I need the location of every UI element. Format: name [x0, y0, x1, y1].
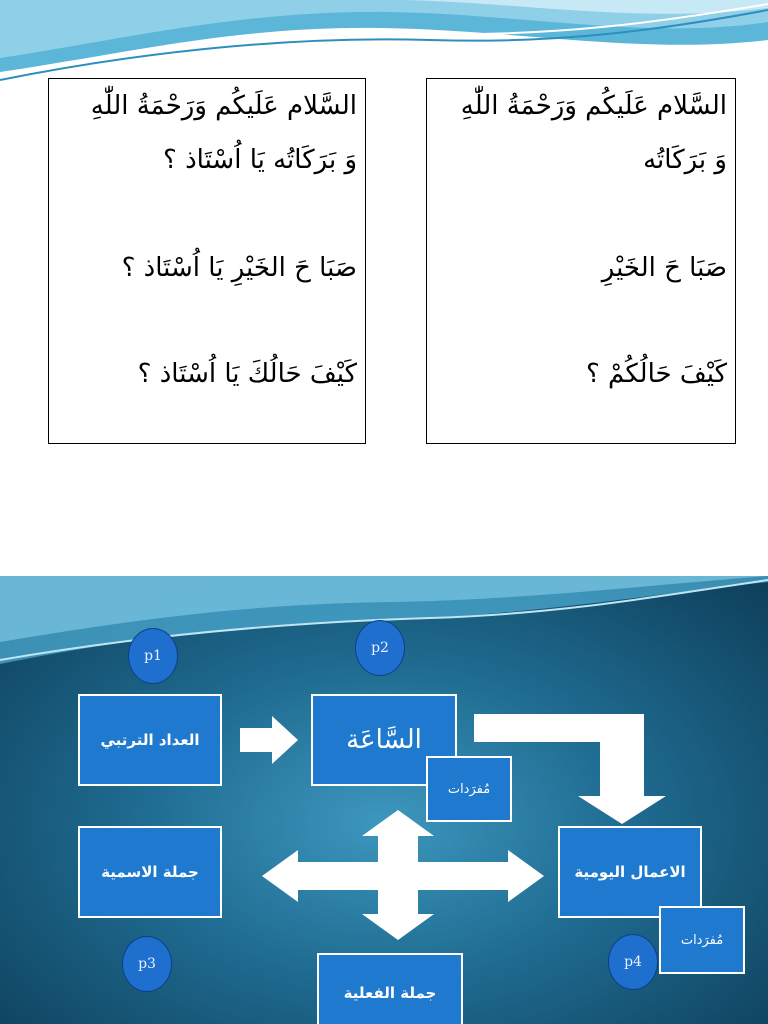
dialog-line: كَيْفَ حَالُكَ يَا اُسْتَاذ ؟: [137, 359, 357, 389]
dialog-line: السَّلام عَلَيكُم وَرَحْمَةُ اللّٰهِ: [460, 91, 727, 121]
dialog-line: السَّلام عَلَيكُم وَرَحْمَةُ اللّٰهِ: [90, 91, 357, 121]
four-way-arrow: [262, 810, 544, 940]
box-ordinal-numbers[interactable]: [78, 694, 222, 786]
dialog-line: صَبَا حَ الخَيْرِ يَا اُسْتَاذ ؟: [121, 253, 357, 283]
box-verbal-sentence[interactable]: [317, 953, 463, 1024]
dialog-box-teacher: [426, 78, 736, 444]
dialog-line: وَ بَرَكَاتُه: [643, 145, 727, 175]
header-wave-decoration: [0, 0, 768, 90]
label-circle-p1: p1: [128, 628, 178, 684]
right-arrow: [240, 716, 298, 764]
dialog-box-student: [48, 78, 366, 444]
box-label: جملة الفعلية: [343, 984, 437, 1002]
slide-2: [0, 576, 768, 1024]
box-label: مُفرَدات: [680, 932, 724, 948]
box-label: السَّاعَة: [346, 725, 422, 755]
box-daily-activities[interactable]: [558, 826, 702, 918]
dialog-line: صَبَا حَ الخَيْرِ: [601, 253, 727, 283]
box-label: العداد الترتبي: [100, 731, 200, 749]
box-vocabulary-2[interactable]: [659, 906, 745, 974]
label-circle-p3: p3: [122, 936, 172, 992]
label-circle-p2: p2: [355, 620, 405, 676]
box-vocabulary-1[interactable]: [426, 756, 512, 822]
dialog-line: وَ بَرَكَاتُه يَا اُسْتَاذ ؟: [163, 145, 357, 175]
box-label: جملة الاسمية: [101, 863, 199, 881]
box-nominal-sentence[interactable]: [78, 826, 222, 918]
dialog-line: كَيْفَ حَالُكُمْ ؟: [585, 359, 727, 389]
box-label: الاعمال اليومية: [574, 863, 686, 881]
label-circle-p4: p4: [608, 934, 658, 990]
box-label: مُفرَدات: [447, 781, 491, 797]
